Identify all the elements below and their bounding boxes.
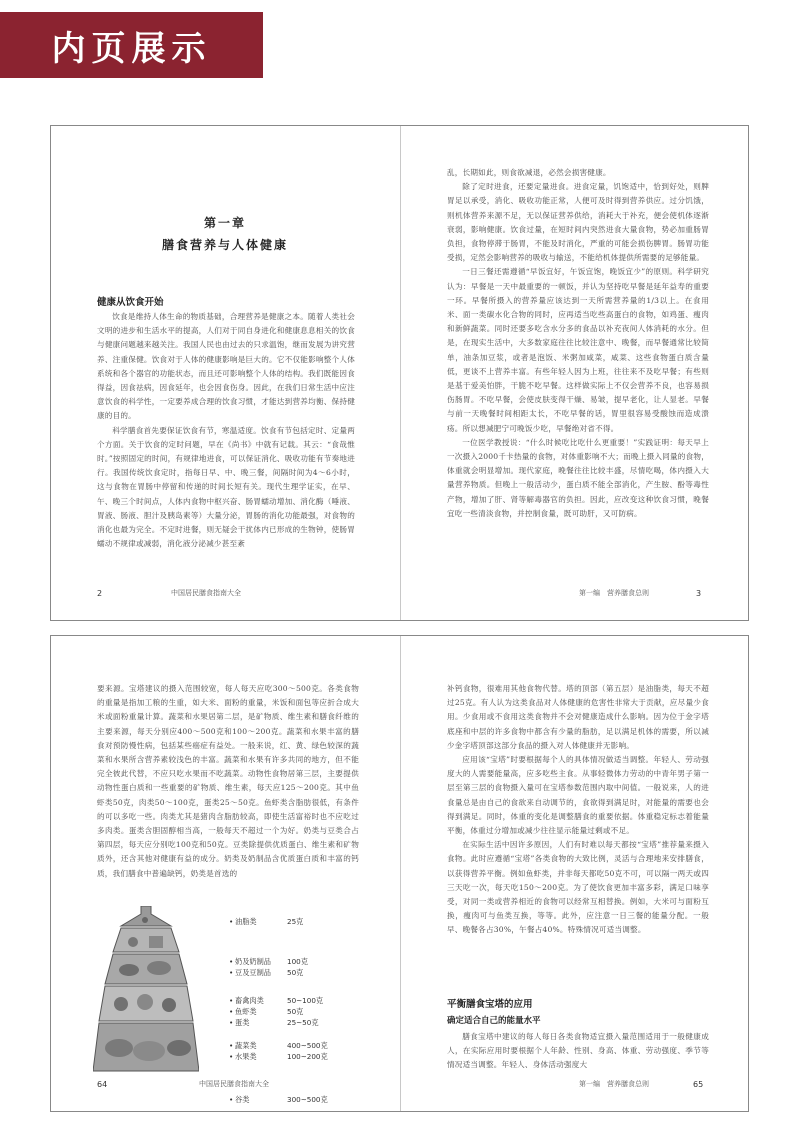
- food-group-amount: 100~200克: [287, 1052, 328, 1061]
- food-icon: [162, 998, 176, 1012]
- page-banner: [0, 12, 263, 78]
- page-body: [447, 166, 709, 521]
- banner-title: 内页展示: [51, 28, 212, 69]
- food-group-amount: 25~50克: [287, 1018, 319, 1027]
- pyramid-legend-row: • 水果类 100~200克: [229, 1052, 328, 1061]
- page-65: [401, 636, 749, 1111]
- paragraph: 补钙食物，很难用其他食物代替。塔的顶部（第五层）是油脂类，每天不超过25克。有人认为这类食品对人体健康的危害性非常大于贡献，应尽量少食用。少食用或不食用这类食物并不会对健康造成什么影响。因为位于金字塔底座和中层的许多食物中都含有少量的脂肪，足以满足机体的需要，所以减少金字塔顶部这部分食品的摄入对人体健康并无影响。: [447, 684, 709, 750]
- book-spread-1: [50, 125, 749, 621]
- food-icon: [167, 1040, 191, 1056]
- food-icon: [137, 994, 153, 1010]
- page-body: [97, 682, 359, 881]
- pyramid-tier-4: [113, 928, 179, 952]
- food-group-amount: 25克: [287, 917, 304, 926]
- food-group-amount: 50~100克: [287, 996, 324, 1005]
- pyramid-tier-3: [105, 954, 187, 984]
- chapter-number: 第一章: [203, 216, 246, 230]
- food-group-name: 豆及豆制品: [235, 968, 271, 977]
- pyramid-legend-row: • 蛋类 25~50克: [229, 1018, 319, 1027]
- food-icon: [114, 997, 128, 1011]
- page-body: [97, 310, 355, 551]
- food-group-amount: 300~500克: [287, 1095, 328, 1104]
- food-group-name: 畜禽肉类: [235, 996, 264, 1005]
- paragraph: 乱，长期如此，则食欲减退，必然会损害健康。: [447, 168, 611, 177]
- food-group-amount: 100克: [287, 957, 308, 966]
- page-number: 2: [97, 589, 103, 598]
- pyramid-legend-row: • 谷类 300~500克: [229, 1095, 328, 1104]
- page-2: [51, 126, 399, 620]
- food-icon: [142, 917, 148, 923]
- page-body: [447, 682, 709, 938]
- food-group-amount: 400~500克: [287, 1041, 328, 1050]
- page-body: [447, 1030, 709, 1073]
- paragraph: 一位医学教授说：“什么时候吃比吃什么更重要！”实践证明：每天早上一次摄入2000千卡热量的食物，对体重影响不大；而晚上摄入同量的食物，体重就会明显增加。现代家庭，晚餐往往比较丰盛，尽情吃喝，体内摄入大量营养物质。但晚上一般活动少，蛋白质不能全部消化，产生胺、酚等毒性产物，增加了肝、肾等解毒器官的负担。因此，应改变这种饮食习惯，晚餐宜吃一些清淡食物，并控制食量，既可助肝，又可防病。: [447, 437, 709, 518]
- pyramid-tier-5: [121, 906, 171, 926]
- pyramid-legend-row: • 蔬菜类 400~500克: [229, 1041, 328, 1050]
- food-group-name: 鱼虾类: [235, 1007, 257, 1016]
- page-number: 65: [693, 1080, 704, 1089]
- paragraph: 应用该“宝塔”时要根据每个人的具体情况做适当调整。年轻人、劳动强度大的人需要能量高，应多吃些主食。从事轻微体力劳动的中青年男子第一层至第三层的食物摄入量可在宝塔参数范围内取中间值。一般说来，人的进食量总是由自己的食欲来自动调节的，食欲得到满足时，对能量的需要也会得到满足。同时，体重的变化是调整膳食的重要依据。体重稳定标志着能量平衡，体重过分增加或减少往往显示能量过剩或不足。: [447, 755, 709, 836]
- running-footer: 中国居民膳食指南大全: [199, 1080, 269, 1088]
- food-group-name: 蛋类: [235, 1018, 250, 1027]
- food-group-name: 奶及奶制品: [235, 957, 271, 966]
- paragraph: 除了定时进食，还要定量进食。进食定量，饥饱适中，恰到好处，则脾胃足以承受，消化、吸收功能正常，人便可及时得到营养供应。过分饥饿，则机体营养来源不足，无以保证营养供给，消耗大于补充，便会使机体逐渐衰弱，影响健康。饮食过量，在短时间内突然进食大量食物，势必加重肠胃负担，食物停滞于肠胃，不能及时消化，严重的可能会损伤脾胃。肠胃功能受损，定然会影响营养的吸收与输送，不能给机体提供所需要的足够能量。: [447, 182, 709, 263]
- food-group-amount: 50克: [287, 1007, 304, 1016]
- food-group-amount: 50克: [287, 968, 304, 977]
- food-group-name: 蔬菜类: [235, 1041, 257, 1050]
- subsection-title: 确定适合自己的能量水平: [447, 1016, 541, 1026]
- paragraph: 膳食宝塔中建议的每人每日各类食物适宜摄入量范围适用于一般健康成人，在实际应用时要根据个人年龄、性别、身高、体重、劳动强度、季节等情况适当调整。年轻人、身体活动强度大: [447, 1032, 709, 1070]
- running-footer: 中国居民膳食指南大全: [171, 589, 241, 597]
- page-number: 64: [97, 1080, 108, 1089]
- page-3: [401, 126, 749, 620]
- running-footer: 第一编 营养膳食总则: [579, 589, 649, 597]
- paragraph: 一日三餐还需遵循“早饭宜好，午饭宜饱，晚饭宜少”的原则。科学研究认为：早餐是一天中最重要的一顿饭，并认为坚持吃早餐是延年益寿的重要一环。早餐所摄入的营养量应该达到一天所需营养量的1/3以上。在食用米、面一类碳水化合物的同时，应再适当吃些高蛋白的食物，如鸡蛋、瘦肉和新鲜蔬菜。同时还要多吃含水分多的食品以补充夜间人体消耗的水分。但是，在现实生活中，大多数家庭往往比较注意中、晚餐，而早餐通常比较简单，油条加豆浆，或者是泡饭、米粥加咸菜，咸菜、这些食物蛋白质含量低，更谈不上营养丰富。有些年轻人因为上班，往往来不及吃早餐；有些则是基于爱美怕胖，干脆不吃早餐。这样做实际上不仅会营养不良，也容易损伤肠胃。不吃早餐，会使皮肤变得干燥、易皱，提早老化，让人显老。早餐与前一天晚餐时间相距太长，不吃早餐的话，胃里很容易受酸蚀而造成溃疡。所以想减肥宁可晚饭少吃，早餐绝对省不得。: [447, 267, 709, 433]
- food-icon: [119, 964, 139, 976]
- food-icon: [133, 1041, 165, 1061]
- food-pyramid-illustration: [93, 906, 199, 1076]
- page-number: 3: [696, 589, 702, 598]
- section-title: 健康从饮食开始: [97, 297, 164, 308]
- food-icon: [105, 1039, 133, 1057]
- paragraph: 在实际生活中因许多原因，人们有时难以每天都按“宝塔”推荐量来摄入食物。此时应遵循“宝塔”各类食物的大致比例，灵活与合理地来安排膳食，以获得营养平衡。例如鱼虾类，并非每天都吃50克不可，可以隔一两天或四三天吃一次，每天吃150～200克。为了使饮食更加丰富多彩，满足口味享受，对同一类或营养相近的食物可以经常互相替换。例如，大米可与面粉互换，瘦肉可与鱼类互换，等等。此外，应注意一日三餐的能量分配。一般早、晚餐各占30%，午餐占40%。特殊情况可适当调整。: [447, 840, 709, 935]
- pyramid-legend-row: • 畜禽肉类 50~100克: [229, 996, 324, 1005]
- food-group-name: 油脂类: [235, 917, 257, 926]
- pyramid-legend-row: • 油脂类 25克: [229, 917, 304, 926]
- food-icon: [147, 961, 171, 975]
- paragraph: 饮食是维持人体生命的物质基础，合理营养是健康之本。随着人类社会文明的进步和生活水平的提高，人们对于同自身进化和健康息息相关的饮食与健康问题越来越关注。我国人民也由过去的只求温饱，继而发展为讲究营养、注重保健。饮食对于人体的健康影响是巨大的。它不仅能影响整个人体系统和各个器官的功能状态，而且还可影响整个人体的结构。我们既能因食得益，因食祛病，因食延年，也会因食伤身。因此，在我们日常生活中应注意饮食的科学性，一定要养成合理的饮食习惯，才能达到营养均衡、保持健康的目的。: [97, 312, 355, 421]
- paragraph: 科学膳食首先要保证饮食有节，寒温适度。饮食有节包括定时、定量两个方面。关于饮食的定时问题，早在《尚书》中就有记载。其云：“食哉惟时。”按照固定的时间，有规律地进食，可以保证消化、吸收功能有节奏地进行。我国传统饮食定时，指每日早、中、晚三餐，间隔时间为4～6小时，这与食物在胃肠中停留和传递的时间长短有关。现代生理学证实，在早、午、晚三个时间点，人体内食物中枢兴奋、肠胃蠕动增加、消化酶（唾液、胃液、肠液、胆汁及胰岛素等）大量分泌，胃肠的消化功能最强，对食物的消化也最为完全。不定时进餐，则无疑会干扰体内已形成的生物钟，使肠胃蠕动不规律或减弱，消化液分泌减少甚至紊: [97, 425, 355, 549]
- running-footer: 第一编 营养膳食总则: [579, 1080, 649, 1088]
- book-spread-2: [50, 635, 749, 1112]
- pyramid-legend-row: • 奶及奶制品 100克: [229, 957, 308, 966]
- section-title: 平衡膳食宝塔的应用: [447, 999, 533, 1010]
- food-group-name: 水果类: [235, 1052, 257, 1061]
- food-icon: [149, 936, 163, 948]
- pyramid-legend-row: • 鱼虾类 50克: [229, 1007, 304, 1016]
- paragraph: 要来源。宝塔建议的摄入范围较宽，每人每天应吃300～500克。各类食物的重量是指加工粮的生重，如大米、面粉的重量，米饭和面包等应折合成大米或面粉重量计算。蔬菜和水果居第二层，是矿物质、维生素和膳食纤维的主要来源，每天分别应400～500克和100～200克。蔬菜和水果丰富的膳食对预防慢性病，包括某些癌症有益处。一般来说，红、黄、绿色较深的蔬菜和水果所含营养素较浅色的丰富。蔬菜和水果有许多共同的地方，但不能完全彼此代替，不应只吃水果而不吃蔬菜。动物性食物居第三层，主要提供动物性蛋白质和一些重要的矿物质、维生素，每天应125～200克。其中鱼虾类50克，肉类50～100克，蛋类25～50克。鱼虾类含脂肪很低，有条件的可以多吃一些。肉类尤其是猪肉含脂肪较高，即使生活富裕时也不应吃过多肉类。蛋类含胆固醇相当高，一般每天不超过一个为好。奶类与豆类合占第四层，每天应分别吃100克和50克。豆类除提供优质蛋白、维生素和矿物质外，还含其他对健康有益的成分。奶类及奶制品含优质蛋白质和丰富的钙质，我们膳食中普遍缺钙，奶类是首选的: [97, 684, 359, 878]
- chapter-title: 膳食营养与人体健康: [161, 238, 288, 252]
- pyramid-legend-row: • 豆及豆制品 50克: [229, 968, 304, 977]
- food-icon: [128, 937, 138, 947]
- food-group-name: 谷类: [235, 1095, 250, 1104]
- page-64: [51, 636, 399, 1111]
